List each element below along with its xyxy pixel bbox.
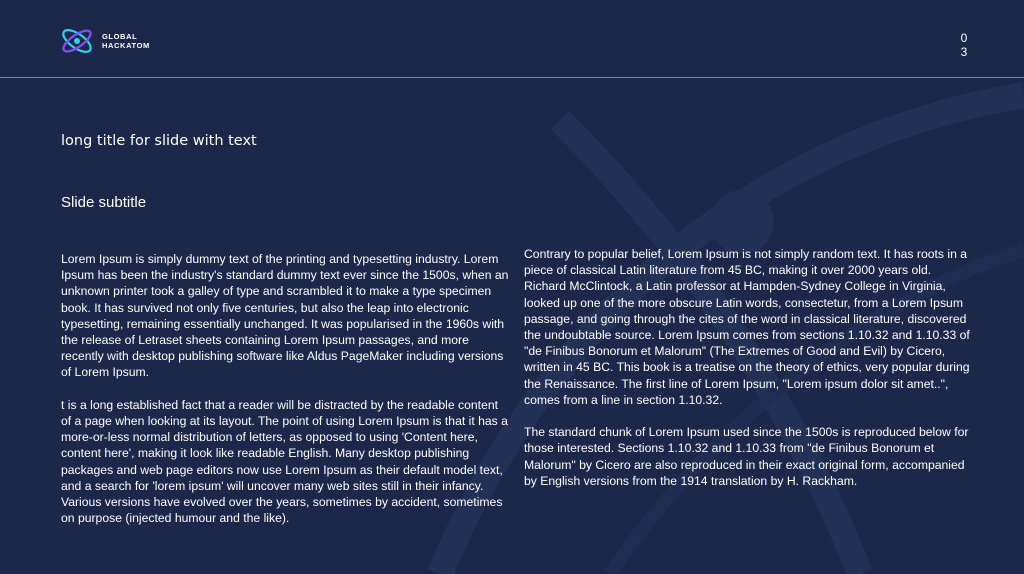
logo-wordmark bbox=[102, 32, 150, 50]
slide-title: long title for slide with text bbox=[61, 133, 257, 149]
left-text-column bbox=[61, 251, 511, 543]
left-paragraph-1: Lorem Ipsum is simply dummy text of the printing and typesetting industry. Lorem Ipsum has been the industry's standard dummy text ever since the 1500s, when an unknown printer took a galley of type and scrambled it to make a type specimen book. It has survived not only five centuries, but also the leap into electronic typesetting, remaining essentially unchanged. It was popularised in the 1960s with the release of Letraset sheets containing Lorem Ipsum passages, and more recently with desktop publishing software like Aldus PageMaker including versions of Lorem Ipsum. bbox=[61, 252, 509, 380]
right-text-column bbox=[524, 246, 972, 505]
left-paragraph-2: t is a long established fact that a reader will be distracted by the readable content of a page when looking at its layout. The point of using Lorem Ipsum is that it has a more-or-less normal distribution of letters, as opposed to using 'Content here, content here', making it look like readable English. Many desktop publishing packages and web page editors now use Lorem Ipsum as their default model text, and a search for 'lorem ipsum' will uncover many web sites still in their infancy. Various versions have evolved over the years, sometimes by accident, sometimes on purpose (injected humour and the like). bbox=[61, 397, 508, 526]
atom-icon bbox=[58, 22, 96, 60]
page-number bbox=[958, 31, 970, 59]
global-hackatom-logo bbox=[58, 22, 178, 60]
header-divider bbox=[0, 77, 1024, 78]
logo-line-2: HACKATOM bbox=[102, 41, 150, 50]
page-number-digit-1: 0 bbox=[960, 31, 968, 45]
right-paragraph-2: The standard chunk of Lorem Ipsum used since the 1500s is reproduced below for those interested. Sections 1.10.32 and 1.10.33 from "de Finibus Bonorum et Malorum" by Cicero are also reproduced in their exact original form, accompanied by English versions from the 1914 translation by H. Rackham. bbox=[524, 425, 969, 488]
right-paragraph-1: Contrary to popular belief, Lorem Ipsum is not simply random text. It has roots in a piece of classical Latin literature from 45 BC, making it over 2000 years old. Richard McClintock, a Latin professor at Hampden-Sydney College in Virginia, looked up one of the more obscure Latin words, consectetur, from a Lorem Ipsum passage, and going through the cites of the word in classical literature, discovered the undoubtable source. Lorem Ipsum comes from sections 1.10.32 and 1.10.33 of "de Finibus Bonorum et Malorum" (The Extremes of Good and Evil) by Cicero, written in 45 BC. This book is a treatise on the theory of ethics, very popular during the Renaissance. The first line of Lorem Ipsum, "Lorem ipsum dolor sit amet..", comes from a line in section 1.10.32. bbox=[524, 247, 970, 407]
slide-subtitle: Slide subtitle bbox=[61, 194, 147, 211]
logo-line-1: GLOBAL bbox=[102, 32, 138, 41]
page-number-digit-2: 3 bbox=[960, 45, 968, 59]
